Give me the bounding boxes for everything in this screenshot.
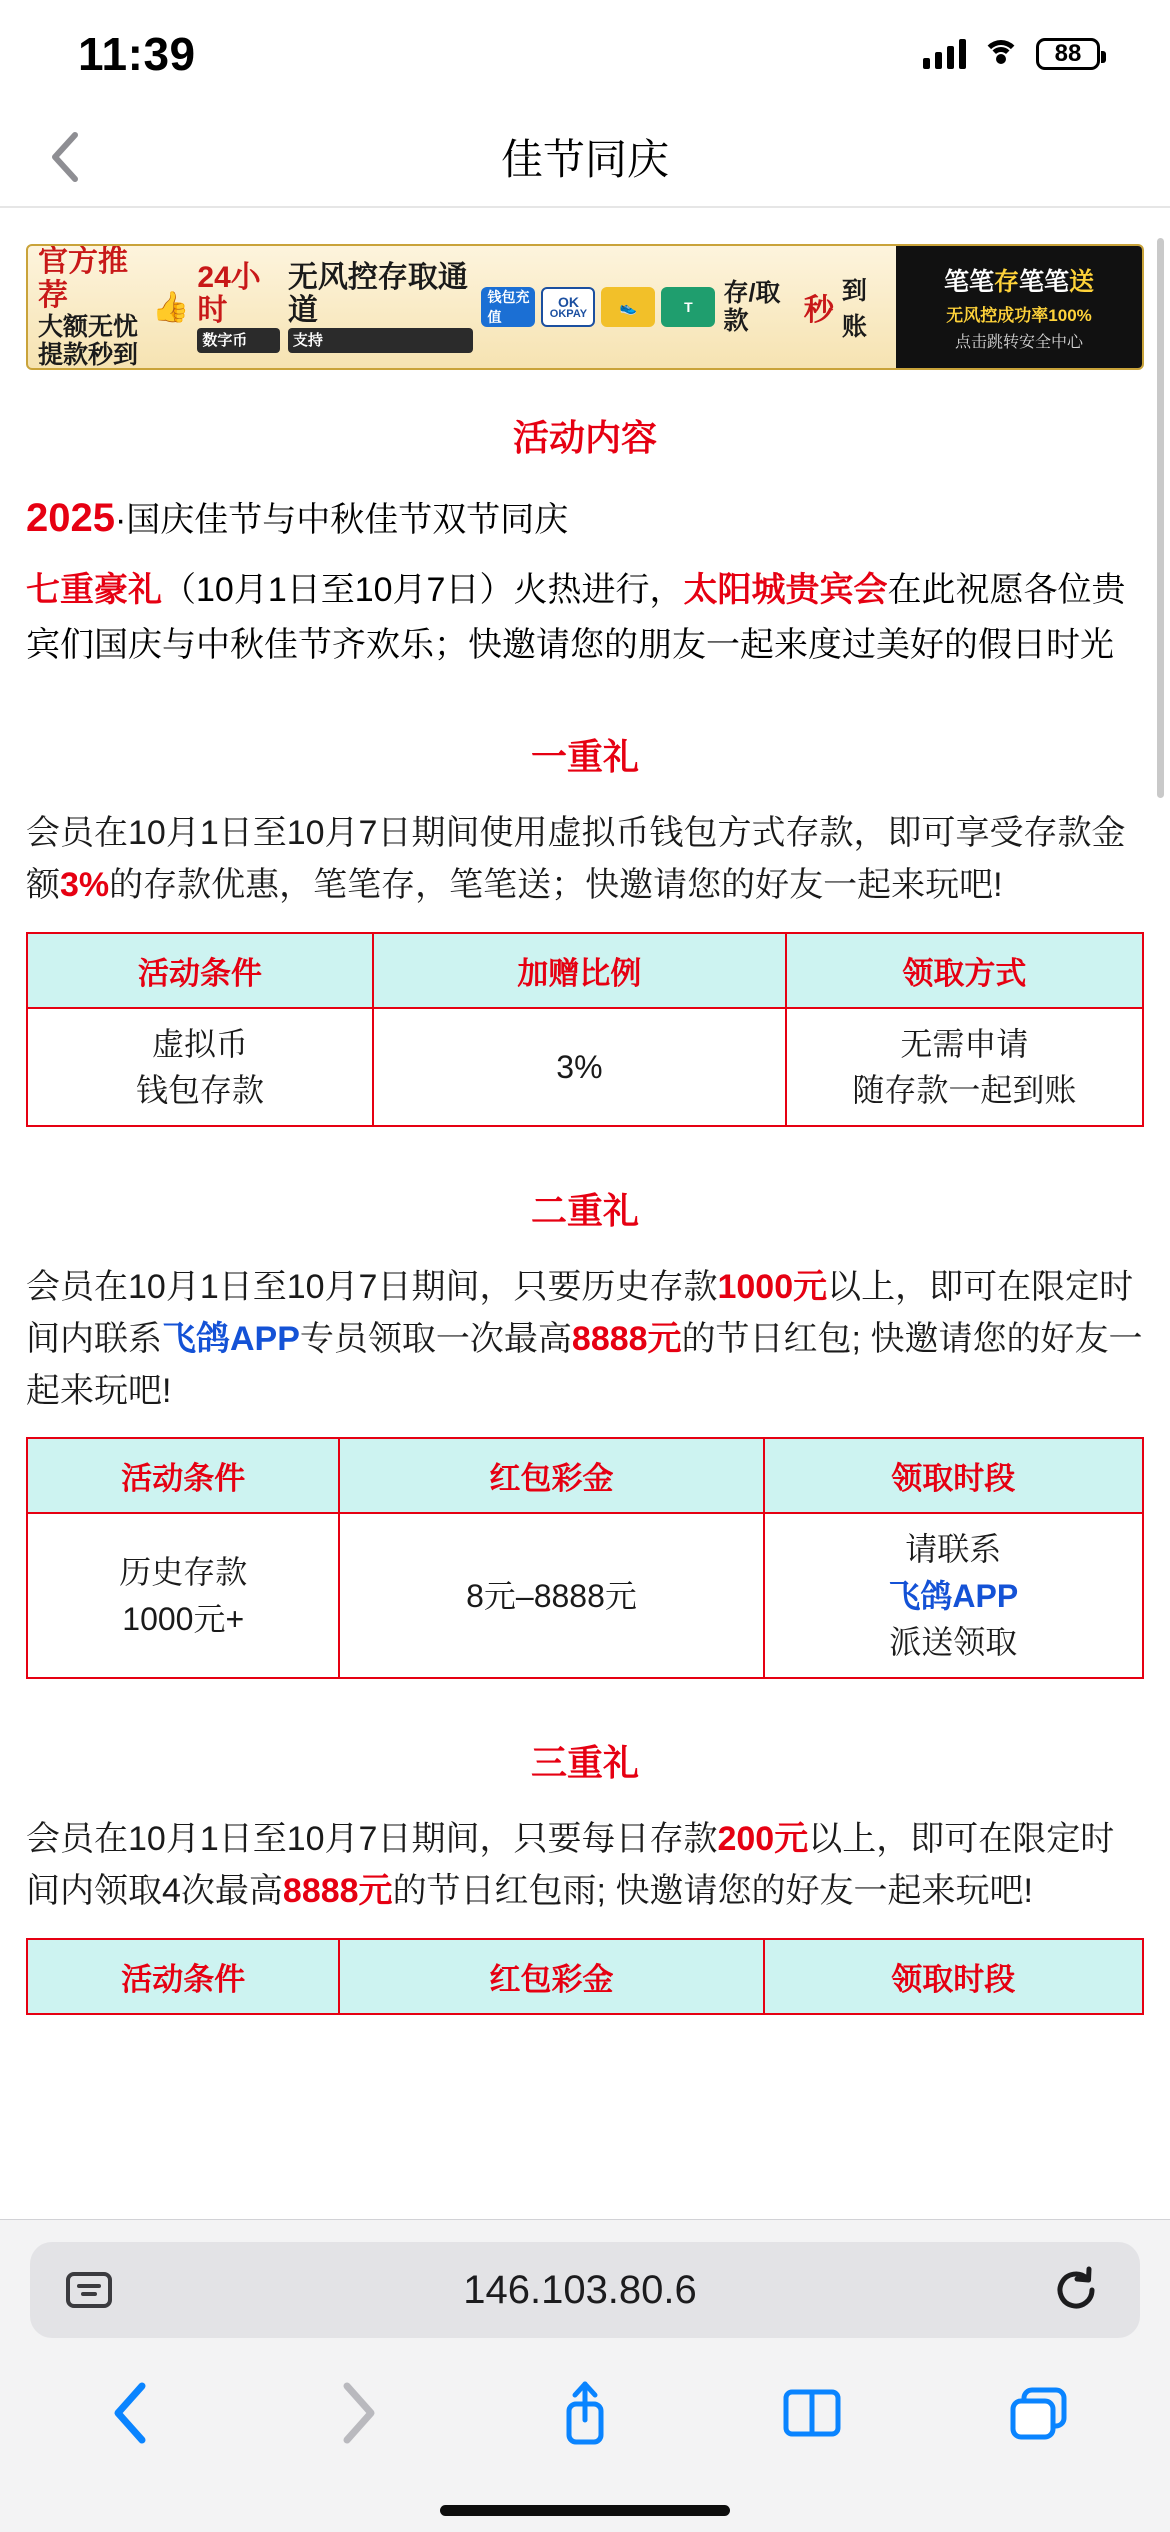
gift3-desc-a: 会员在10月1日至10月7日期间，只要每日存款 xyxy=(26,1820,718,1859)
promo-sub-line xyxy=(38,313,144,341)
gift3-desc-c: 以上，即可在限定时间内领取4次最高 xyxy=(26,1820,1115,1911)
gift1-desc-a: 会员在10月1日至10月7日期间使用虚拟币钱包方式存款，即可享受存款金额 xyxy=(26,814,1126,904)
pay-okpay-label: OK xyxy=(557,293,579,310)
intro-paragraph xyxy=(26,563,1144,673)
gift2-desc-f: 8888元 xyxy=(571,1319,682,1358)
gift2-desc xyxy=(26,1262,1144,1417)
share-icon[interactable] xyxy=(530,2365,640,2461)
tabs-icon[interactable] xyxy=(984,2365,1094,2461)
promo-line2: 提款秒到 xyxy=(38,340,139,369)
intro-text-d: 在此祝愿各位贵宾们国庆与中秋佳节齐欢乐；快邀请您的朋友一起来度过美好的假日时光 xyxy=(26,571,1126,665)
forward-arrow-icon xyxy=(303,2365,413,2461)
gift2-desc-c: 以上，即可在限定时间内联系 xyxy=(26,1268,1134,1358)
table-row xyxy=(27,1008,1143,1127)
page-nav-bar xyxy=(0,108,1170,206)
gift2-desc-g: 的节日红包; 快邀请您的好友一起来玩吧! xyxy=(26,1319,1143,1410)
gift2-table xyxy=(26,1437,1144,1679)
gift2-th-0: 活动条件 xyxy=(27,1438,339,1513)
book-icon[interactable] xyxy=(757,2365,867,2461)
home-indicator xyxy=(30,2488,1140,2532)
activity-title: 活动内容 xyxy=(512,417,657,458)
thumbs-up-icon: 👍 xyxy=(152,290,190,324)
intro-year: 2025 xyxy=(26,496,115,540)
promo-right-1b: 存 xyxy=(994,268,1020,296)
reload-icon[interactable] xyxy=(1048,2266,1104,2314)
promo-arrive: 到账 xyxy=(841,277,867,341)
promo-line2-wrap xyxy=(38,341,144,369)
browser-toolbar xyxy=(30,2338,1140,2488)
gift2-cell-2: 请联系 飞鸽APP 派送领取 xyxy=(764,1513,1143,1678)
pay-tether-icon: T xyxy=(661,287,715,327)
scrollbar[interactable] xyxy=(1157,238,1164,798)
promo-official-block xyxy=(38,245,144,368)
gift3-table xyxy=(26,1938,1144,2015)
promo-right-line3: 点击跳转安全中心 xyxy=(955,334,1084,351)
url-text[interactable]: 146.103.80.6 xyxy=(463,2267,697,2312)
gift1-desc-b: 3% xyxy=(60,865,110,904)
battery-icon xyxy=(1036,38,1100,70)
chevron-left-icon[interactable] xyxy=(34,127,94,187)
gift2-desc-d[interactable]: 飞鸽APP xyxy=(162,1319,300,1358)
text-size-icon[interactable] xyxy=(66,2272,112,2308)
promo-banner-right[interactable] xyxy=(896,246,1142,368)
promo-hours-block xyxy=(197,261,280,353)
gift2-title: 二重礼 xyxy=(530,1190,639,1232)
gift1-desc xyxy=(26,808,1144,911)
promo-deposit: 存/取款 xyxy=(723,279,781,335)
address-bar[interactable] xyxy=(30,2242,1140,2338)
promo-headline-block xyxy=(288,261,474,353)
table-header-row xyxy=(27,1438,1143,1513)
gift1-title: 一重礼 xyxy=(530,736,639,778)
table-row xyxy=(27,1513,1143,1678)
gift1-table xyxy=(26,932,1144,1128)
promo-second: 秒 xyxy=(803,294,834,327)
url-row xyxy=(30,2242,1140,2338)
wifi-icon xyxy=(982,40,1020,68)
intro-rest: ·国庆佳节与中秋佳节双节同庆 xyxy=(114,501,569,539)
gift1-th-1: 加赠比例 xyxy=(373,933,786,1008)
promo-deposit-block xyxy=(723,279,795,335)
page-content xyxy=(0,206,1170,2219)
battery-level: 88 xyxy=(1054,40,1082,67)
promo-right-1c: 笔笔 xyxy=(1019,268,1070,296)
pay-okpay-icon xyxy=(541,287,595,327)
gift1-th-2: 领取方式 xyxy=(786,933,1143,1008)
gift2-cell-0: 历史存款 1000元+ xyxy=(27,1513,339,1678)
browser-bottom-bar xyxy=(0,2219,1170,2532)
cellular-bars-icon xyxy=(923,39,966,69)
page-title: 佳节同庆 xyxy=(500,136,669,183)
intro-bold-a: 七重豪礼 xyxy=(26,571,162,609)
gift2-desc-a: 会员在10月1日至10月7日期间，只要历史存款 xyxy=(26,1268,718,1307)
gift3-desc xyxy=(26,1814,1144,1917)
gift1-cell-2: 无需申请 随存款一起到账 xyxy=(786,1008,1143,1127)
table-header-row xyxy=(27,1939,1143,2014)
gift3-th-1: 红包彩金 xyxy=(339,1939,763,2014)
gift2-desc-e: 专员领取一次最高 xyxy=(299,1319,572,1358)
status-bar xyxy=(0,0,1170,108)
promo-chip-crypto: 数字币 xyxy=(197,328,280,353)
status-indicators xyxy=(923,38,1100,70)
gift3-th-0: 活动条件 xyxy=(27,1939,339,2014)
gift3-title: 三重礼 xyxy=(530,1742,639,1784)
pay-shoe-icon: 👟 xyxy=(601,287,655,327)
promo-right-1a: 笔笔 xyxy=(944,268,995,296)
promo-hours: 24小时 xyxy=(197,260,261,328)
gift3-th-2: 领取时段 xyxy=(764,1939,1143,2014)
gift3-desc-d: 8888元 xyxy=(282,1872,393,1911)
promo-pay-icons xyxy=(481,287,715,327)
gift2-desc-b: 1000元 xyxy=(717,1268,828,1307)
promo-right-line2: 无风控成功率100% xyxy=(946,306,1092,325)
gift1-desc-c: 的存款优惠，笔笔存，笔笔送；快邀请您的好友一起来玩吧! xyxy=(109,865,1003,904)
promo-right-line1 xyxy=(944,262,1094,298)
intro-bold-c: 太阳城贵宾会 xyxy=(683,571,888,609)
table-header-row xyxy=(27,933,1143,1008)
gift3-desc-e: 的节日红包雨; 快邀请您的好友一起来玩吧! xyxy=(392,1872,1033,1911)
gift2-cell-1: 8元–8888元 xyxy=(339,1513,763,1678)
gift3-desc-b: 200元 xyxy=(717,1820,809,1859)
gift1-cell-1: 3% xyxy=(373,1008,786,1127)
intro-year-line xyxy=(26,487,1144,549)
back-arrow-icon[interactable] xyxy=(76,2365,186,2461)
promo-line1: 大额无忧 xyxy=(38,312,139,341)
pay-okpay-sub: OKPAY xyxy=(549,307,588,320)
gift1-cell-0: 虚拟币 钱包存款 xyxy=(27,1008,373,1127)
promo-chip-support: 支持 xyxy=(288,328,474,353)
gift2-th-2: 领取时段 xyxy=(764,1438,1143,1513)
status-time: 11:39 xyxy=(78,28,196,80)
promo-banner-left xyxy=(28,246,896,368)
promo-official: 官方推荐 xyxy=(38,245,128,312)
pay-wallet-icon: 钱包充值 xyxy=(481,287,535,327)
promo-headline: 无风控存取通道 xyxy=(287,260,468,328)
intro-text-b: （10月1日至10月7日）火热进行， xyxy=(162,571,684,609)
promo-right-1d: 送 xyxy=(1069,268,1095,296)
promo-banner[interactable] xyxy=(26,244,1144,370)
gift2-th-1: 红包彩金 xyxy=(339,1438,763,1513)
gift1-th-0: 活动条件 xyxy=(27,933,373,1008)
